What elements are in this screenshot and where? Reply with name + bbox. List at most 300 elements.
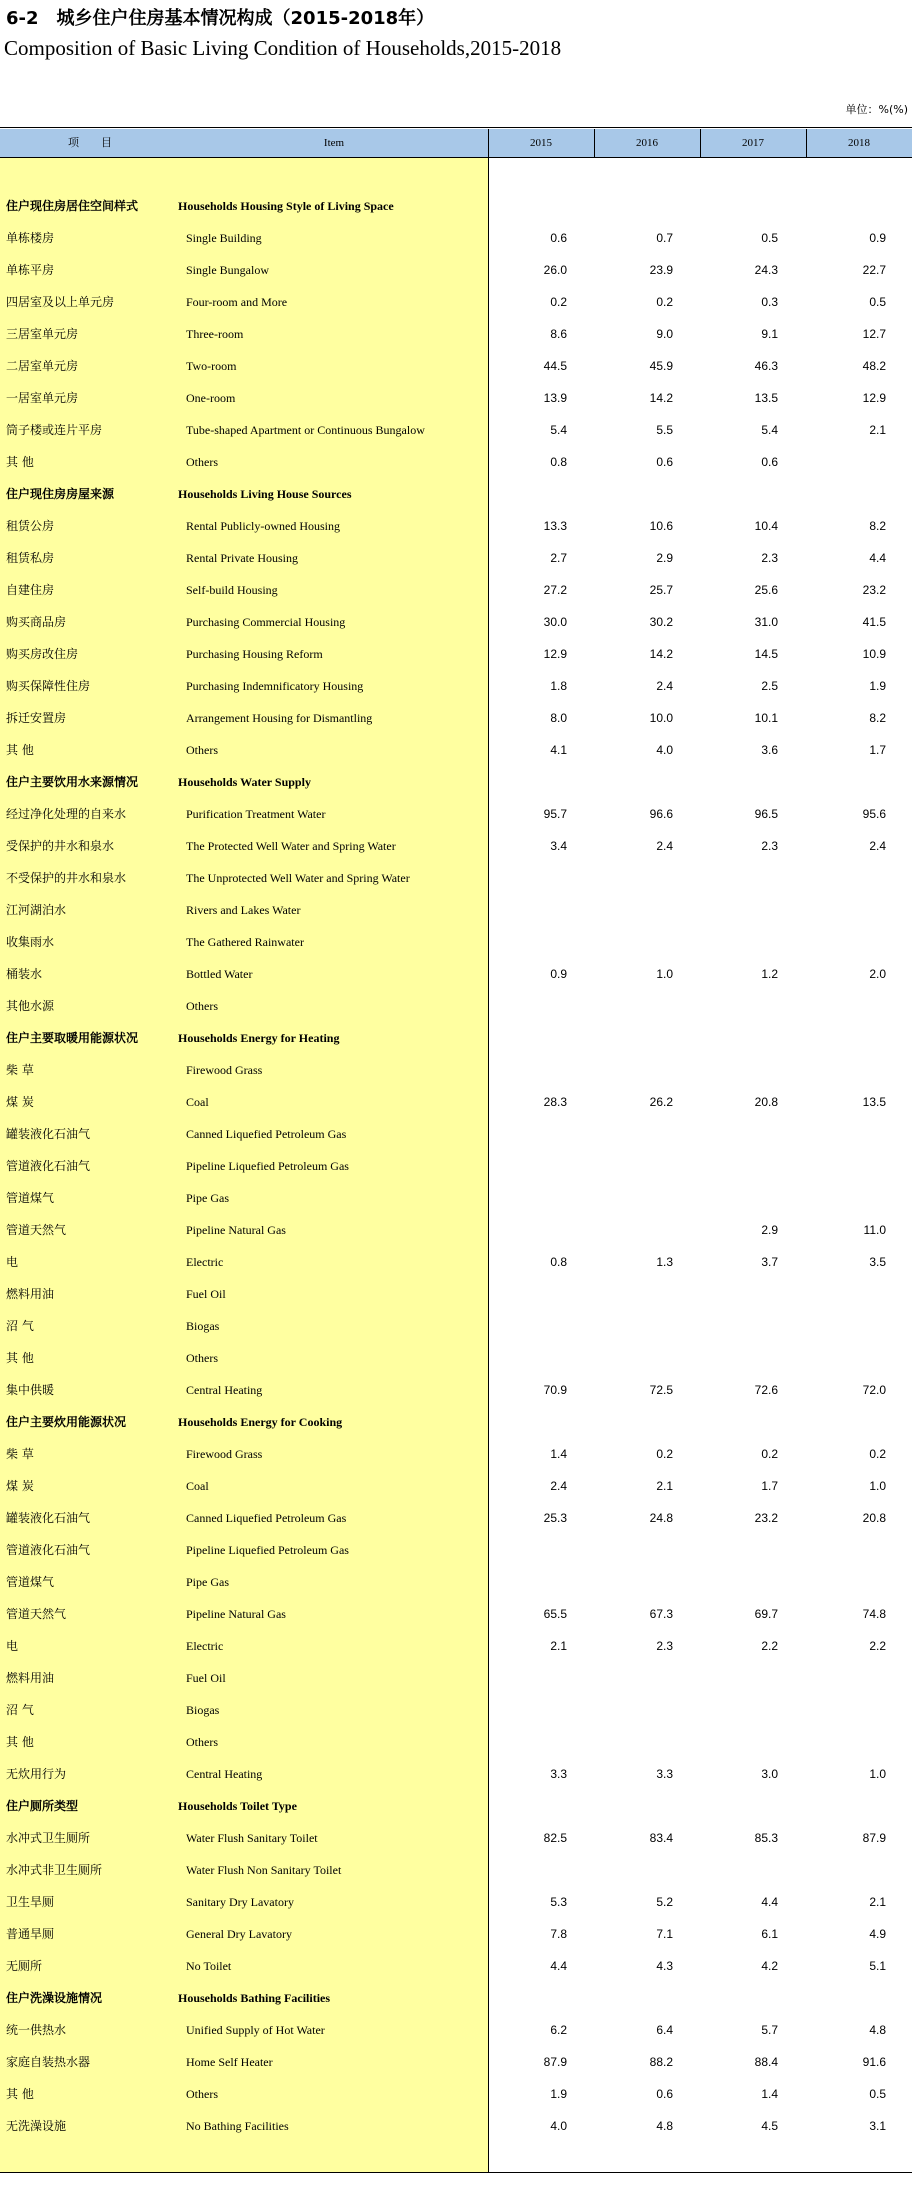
value-cell-2018: 1.0 [869,1767,886,1781]
value-cell-2015: 5.3 [550,1895,567,1909]
table-row [0,1182,912,1214]
table-row [0,1502,912,1534]
row-label-chinese: 经过净化处理的自来水 [6,807,127,821]
table-row [0,606,912,638]
row-label-chinese: 三居室单元房 [6,327,79,341]
value-cell-2015: 0.2 [550,295,567,309]
value-cell-2015: 70.9 [543,1383,567,1397]
row-label-chinese: 住户厕所类型 [6,1799,79,1813]
table-row [0,446,912,478]
value-cell-2016: 4.8 [656,2119,673,2133]
row-label-english: Purification Treatment Water [186,807,326,821]
table-row [0,1342,912,1374]
value-cell-2017: 0.6 [761,455,778,469]
value-cell-2015: 0.8 [550,1255,567,1269]
row-label-chinese: 管道液化石油气 [6,1159,91,1173]
table-row [0,926,912,958]
table-row [0,382,912,414]
row-label-english: Pipeline Liquefied Petroleum Gas [186,1543,349,1557]
value-cell-2016: 45.9 [649,359,673,373]
row-label-chinese: 其 他 [6,743,34,757]
page-title-chinese: 6-2 城乡住户住房基本情况构成（2015-2018年） [6,8,435,29]
table-row [0,510,912,542]
value-cell-2015: 3.4 [550,839,567,853]
value-cell-2017: 85.3 [754,1831,778,1845]
value-cell-2016: 0.7 [656,231,673,245]
row-label-chinese: 一居室单元房 [6,391,79,405]
value-cell-2016: 6.4 [656,2023,673,2037]
value-cell-2016: 83.4 [649,1831,673,1845]
row-label-chinese: 购买商品房 [6,615,67,629]
header-year-2015: 2015 [530,137,552,149]
value-cell-2016: 72.5 [649,1383,673,1397]
value-cell-2017: 1.4 [761,2087,778,2101]
row-label-english: Tube-shaped Apartment or Continuous Bungalow [186,423,425,437]
value-cell-2017: 1.2 [761,967,778,981]
value-cell-2015: 30.0 [543,615,567,629]
table-row [0,1246,912,1278]
table-row [0,414,912,446]
value-cell-2017: 14.5 [754,647,778,661]
table-row [0,2046,912,2078]
table-row [0,1950,912,1982]
row-label-english: Firewood Grass [186,1063,263,1077]
row-label-chinese: 无洗澡设施 [6,2119,67,2133]
row-label-english: Unified Supply of Hot Water [186,2023,325,2037]
value-cell-2016: 2.1 [656,1479,673,1493]
row-label-chinese: 住户洗澡设施情况 [6,1991,103,2005]
table-row [0,1694,912,1726]
value-cell-2017: 25.6 [754,583,778,597]
value-cell-2016: 10.6 [649,519,673,533]
table-row [0,1310,912,1342]
row-label-chinese: 自建住房 [6,583,55,597]
value-cell-2015: 1.8 [550,679,567,693]
value-cell-2015: 0.6 [550,231,567,245]
value-cell-2016: 23.9 [649,263,673,277]
header-year-2016: 2016 [636,137,658,149]
value-cell-2015: 82.5 [543,1831,567,1845]
value-cell-2016: 0.6 [656,455,673,469]
row-label-english: One-room [186,391,236,405]
value-cell-2017: 20.8 [754,1095,778,1109]
value-cell-2015: 5.4 [550,423,567,437]
category-row [0,478,912,510]
value-cell-2016: 30.2 [649,615,673,629]
value-cell-2018: 48.2 [862,359,886,373]
row-label-chinese: 普通旱厕 [6,1927,55,1941]
value-cell-2017: 72.6 [754,1383,778,1397]
value-cell-2017: 5.7 [761,2023,778,2037]
row-label-english: Households Energy for Cooking [178,1415,343,1429]
table-row [0,990,912,1022]
row-label-english: Households Water Supply [178,775,311,789]
row-label-chinese: 其 他 [6,2087,34,2101]
row-label-english: Arrangement Housing for Dismantling [186,711,373,725]
value-cell-2016: 0.2 [656,1447,673,1461]
value-cell-2017: 10.4 [754,519,778,533]
value-cell-2015: 0.9 [550,967,567,981]
value-cell-2018: 0.5 [869,2087,886,2101]
value-cell-2018: 5.1 [869,1959,886,1973]
row-label-chinese: 桶装水 [6,967,43,981]
row-label-english: Electric [186,1255,224,1269]
table-row [0,638,912,670]
row-label-english: Others [186,999,218,1013]
row-label-english: Electric [186,1639,224,1653]
value-cell-2016: 25.7 [649,583,673,597]
row-label-english: Bottled Water [186,967,253,981]
table-row [0,1598,912,1630]
value-cell-2016: 2.3 [656,1639,673,1653]
table-row [0,1534,912,1566]
value-cell-2017: 31.0 [754,615,778,629]
row-label-english: Water Flush Sanitary Toilet [186,1831,318,1845]
value-cell-2018: 74.8 [862,1607,886,1621]
value-cell-2015: 87.9 [543,2055,567,2069]
value-cell-2018: 4.9 [869,1927,886,1941]
value-cell-2018: 4.8 [869,2023,886,2037]
row-label-english: Fuel Oil [186,1671,226,1685]
row-label-chinese: 其 他 [6,1351,34,1365]
value-cell-2018: 2.1 [869,423,886,437]
value-cell-2018: 2.1 [869,1895,886,1909]
table-row [0,734,912,766]
row-label-chinese: 收集雨水 [6,935,55,949]
value-cell-2018: 13.5 [862,1095,886,1109]
row-label-chinese: 统一供热水 [6,2023,67,2037]
value-cell-2015: 12.9 [543,647,567,661]
row-label-chinese: 燃料用油 [6,1671,55,1685]
value-cell-2015: 4.1 [550,743,567,757]
value-cell-2015: 3.3 [550,1767,567,1781]
value-cell-2017: 0.2 [761,1447,778,1461]
row-label-chinese: 四居室及以上单元房 [6,295,115,309]
value-cell-2018: 1.0 [869,1479,886,1493]
value-cell-2018: 41.5 [862,615,886,629]
value-cell-2015: 2.1 [550,1639,567,1653]
row-label-chinese: 租赁私房 [6,551,55,565]
table-row [0,2078,912,2110]
row-label-english: Others [186,743,218,757]
value-cell-2016: 1.0 [656,967,673,981]
value-cell-2018: 10.9 [862,647,886,661]
value-cell-2016: 4.0 [656,743,673,757]
row-label-english: Pipeline Liquefied Petroleum Gas [186,1159,349,1173]
value-cell-2017: 24.3 [754,263,778,277]
row-label-english: Purchasing Indemnificatory Housing [186,679,364,693]
table-row [0,1758,912,1790]
row-label-english: Sanitary Dry Lavatory [186,1895,294,1909]
value-cell-2015: 13.3 [543,519,567,533]
value-cell-2017: 3.0 [761,1767,778,1781]
value-cell-2016: 88.2 [649,2055,673,2069]
value-cell-2016: 2.9 [656,551,673,565]
row-label-chinese: 受保护的井水和泉水 [6,839,115,853]
value-cell-2015: 1.4 [550,1447,567,1461]
value-cell-2015: 1.9 [550,2087,567,2101]
row-label-chinese: 煤 炭 [6,1479,34,1493]
value-cell-2015: 6.2 [550,2023,567,2037]
row-label-chinese: 住户现住房房屋来源 [6,487,115,501]
table-row [0,1726,912,1758]
row-label-chinese: 住户主要炊用能源状况 [6,1415,127,1429]
row-label-english: Biogas [186,1703,220,1717]
value-cell-2015: 28.3 [543,1095,567,1109]
table-row [0,894,912,926]
row-label-chinese: 电 [6,1639,19,1653]
row-label-chinese: 其 他 [6,455,34,469]
table-header [0,129,912,158]
value-cell-2016: 5.2 [656,1895,673,1909]
row-label-chinese: 罐装液化石油气 [6,1127,91,1141]
row-label-english: The Unprotected Well Water and Spring Water [186,871,410,885]
value-cell-2016: 67.3 [649,1607,673,1621]
row-label-english: The Gathered Rainwater [186,935,304,949]
value-cell-2017: 3.6 [761,743,778,757]
table-row [0,1886,912,1918]
category-row [0,766,912,798]
header-item-chinese: 项 目 [68,137,112,149]
row-label-chinese: 电 [6,1255,19,1269]
row-label-english: Rental Publicly-owned Housing [186,519,340,533]
value-cell-2016: 26.2 [649,1095,673,1109]
value-cell-2018: 72.0 [862,1383,886,1397]
row-label-chinese: 住户现住房居住空间样式 [6,199,139,213]
row-label-chinese: 江河湖泊水 [6,903,67,917]
table-row [0,862,912,894]
table-row [0,1566,912,1598]
table-row [0,702,912,734]
value-cell-2017: 4.4 [761,1895,778,1909]
value-cell-2018: 0.5 [869,295,886,309]
value-cell-2015: 27.2 [543,583,567,597]
row-label-english: Canned Liquefied Petroleum Gas [186,1511,347,1525]
category-row [0,1406,912,1438]
row-label-english: Fuel Oil [186,1287,226,1301]
value-cell-2017: 2.5 [761,679,778,693]
value-cell-2017: 2.9 [761,1223,778,1237]
table-row [0,1854,912,1886]
value-cell-2016: 2.4 [656,679,673,693]
value-cell-2018: 1.7 [869,743,886,757]
row-label-chinese: 柴 草 [6,1063,34,1077]
value-cell-2017: 9.1 [761,327,778,341]
header-year-2017: 2017 [742,137,764,149]
value-cell-2016: 24.8 [649,1511,673,1525]
value-cell-2018: 12.7 [862,327,886,341]
value-cell-2018: 0.9 [869,231,886,245]
row-label-english: No Toilet [186,1959,232,1973]
row-label-chinese: 燃料用油 [6,1287,55,1301]
value-cell-2017: 4.2 [761,1959,778,1973]
row-label-english: Others [186,2087,218,2101]
row-label-english: Canned Liquefied Petroleum Gas [186,1127,347,1141]
table-row [0,798,912,830]
value-cell-2017: 2.2 [761,1639,778,1653]
table-row [0,318,912,350]
value-cell-2015: 44.5 [543,359,567,373]
row-label-chinese: 罐装液化石油气 [6,1511,91,1525]
row-label-chinese: 家庭自装热水器 [6,2055,91,2069]
value-cell-2017: 96.5 [754,807,778,821]
page-title-english: Composition of Basic Living Condition of Households,2015-2018 [4,36,562,60]
header-item-english: Item [323,137,345,149]
value-cell-2015: 7.8 [550,1927,567,1941]
row-label-chinese: 管道天然气 [6,1223,67,1237]
row-label-english: Purchasing Commercial Housing [186,615,346,629]
row-label-english: Rental Private Housing [186,551,298,565]
value-cell-2015: 4.0 [550,2119,567,2133]
value-cell-2015: 2.7 [550,551,567,565]
row-label-english: Central Heating [186,1767,263,1781]
row-label-english: Biogas [186,1319,220,1333]
header-year-2018: 2018 [848,137,870,149]
table-row [0,254,912,286]
value-cell-2017: 23.2 [754,1511,778,1525]
row-label-chinese: 住户主要饮用水来源情况 [6,775,139,789]
row-label-english: Households Bathing Facilities [178,1991,331,2005]
category-row [0,1022,912,1054]
row-label-chinese: 其 他 [6,1735,34,1749]
value-cell-2017: 5.4 [761,423,778,437]
value-cell-2017: 88.4 [754,2055,778,2069]
table-row [0,670,912,702]
value-cell-2018: 91.6 [862,2055,886,2069]
row-label-english: Others [186,1735,218,1749]
row-label-english: Single Bungalow [186,263,269,277]
row-label-chinese: 租赁公房 [6,519,55,533]
value-cell-2017: 13.5 [754,391,778,405]
row-label-chinese: 沼 气 [6,1319,34,1333]
value-cell-2018: 2.4 [869,839,886,853]
value-cell-2015: 65.5 [543,1607,567,1621]
value-cell-2018: 3.5 [869,1255,886,1269]
row-label-chinese: 管道煤气 [6,1575,55,1589]
value-cell-2018: 0.2 [869,1447,886,1461]
row-label-english: Pipeline Natural Gas [186,1223,286,1237]
row-label-english: No Bathing Facilities [186,2119,289,2133]
value-cell-2017: 3.7 [761,1255,778,1269]
value-cell-2017: 6.1 [761,1927,778,1941]
value-cell-2016: 7.1 [656,1927,673,1941]
value-cell-2016: 10.0 [649,711,673,725]
row-label-english: Others [186,1351,218,1365]
row-label-english: Four-room and More [186,295,288,309]
table-row [0,830,912,862]
row-label-english: Coal [186,1479,209,1493]
row-label-english: Pipe Gas [186,1191,229,1205]
value-cell-2018: 11.0 [863,1223,886,1237]
row-label-english: The Protected Well Water and Spring Water [186,839,396,853]
value-cell-2016: 1.3 [656,1255,673,1269]
value-cell-2017: 2.3 [761,551,778,565]
value-cell-2016: 0.6 [656,2087,673,2101]
row-label-chinese: 购买房改住房 [6,647,79,661]
row-label-chinese: 购买保障性住房 [6,679,91,693]
category-row [0,1982,912,2014]
value-cell-2015: 25.3 [543,1511,567,1525]
value-cell-2017: 69.7 [754,1607,778,1621]
value-cell-2015: 2.4 [550,1479,567,1493]
table-row [0,222,912,254]
row-label-english: Water Flush Non Sanitary Toilet [186,1863,342,1877]
table-row [0,1822,912,1854]
row-label-chinese: 筒子楼或连片平房 [6,423,103,437]
value-cell-2016: 4.3 [656,1959,673,1973]
table-row [0,1470,912,1502]
table-row [0,286,912,318]
row-label-chinese: 水冲式非卫生厕所 [6,1863,103,1877]
row-label-english: Households Housing Style of Living Space [178,199,394,213]
value-cell-2016: 96.6 [649,807,673,821]
value-cell-2018: 3.1 [869,2119,886,2133]
value-cell-2018: 87.9 [862,1831,886,1845]
row-label-chinese: 卫生旱厕 [6,1895,55,1909]
value-cell-2018: 23.2 [862,583,886,597]
value-cell-2016: 0.2 [656,295,673,309]
table-row [0,1918,912,1950]
row-label-english: Firewood Grass [186,1447,263,1461]
row-label-chinese: 拆迁安置房 [6,711,67,725]
value-cell-2017: 4.5 [761,2119,778,2133]
unit-label: 单位：%(%) [845,103,908,116]
table-row [0,1086,912,1118]
row-label-chinese: 集中供暖 [6,1383,55,1397]
value-cell-2016: 14.2 [649,391,673,405]
row-label-chinese: 柴 草 [6,1447,34,1461]
table-row [0,1214,912,1246]
row-label-chinese: 无厕所 [6,1959,43,1973]
row-label-english: Home Self Heater [186,2055,273,2069]
value-cell-2015: 95.7 [543,807,567,821]
value-cell-2016: 5.5 [656,423,673,437]
table-bottom-rule [0,2172,912,2173]
row-label-chinese: 管道天然气 [6,1607,67,1621]
row-label-chinese: 水冲式卫生厕所 [6,1831,91,1845]
table-row [0,2014,912,2046]
table-row [0,1438,912,1470]
value-cell-2016: 14.2 [649,647,673,661]
row-label-chinese: 煤 炭 [6,1095,34,1109]
value-cell-2015: 13.9 [543,391,567,405]
table-row [0,1630,912,1662]
value-cell-2017: 0.5 [761,231,778,245]
value-cell-2018: 20.8 [862,1511,886,1525]
row-label-chinese: 管道煤气 [6,1191,55,1205]
value-cell-2016: 9.0 [656,327,673,341]
row-label-chinese: 二居室单元房 [6,359,79,373]
table-row [0,958,912,990]
row-label-chinese: 其他水源 [6,999,55,1013]
row-label-chinese: 沼 气 [6,1703,34,1717]
value-cell-2016: 3.3 [656,1767,673,1781]
row-label-english: Households Living House Sources [178,487,352,501]
table-row [0,1662,912,1694]
value-cell-2017: 46.3 [754,359,778,373]
row-label-english: Households Energy for Heating [178,1031,340,1045]
row-label-english: Pipeline Natural Gas [186,1607,286,1621]
row-label-chinese: 无炊用行为 [6,1767,67,1781]
value-cell-2018: 22.7 [862,263,886,277]
table-row [0,1054,912,1086]
value-cell-2018: 1.9 [869,679,886,693]
row-label-english: Pipe Gas [186,1575,229,1589]
row-label-english: Central Heating [186,1383,263,1397]
row-label-english: Coal [186,1095,209,1109]
table-row [0,1278,912,1310]
table-row [0,1150,912,1182]
